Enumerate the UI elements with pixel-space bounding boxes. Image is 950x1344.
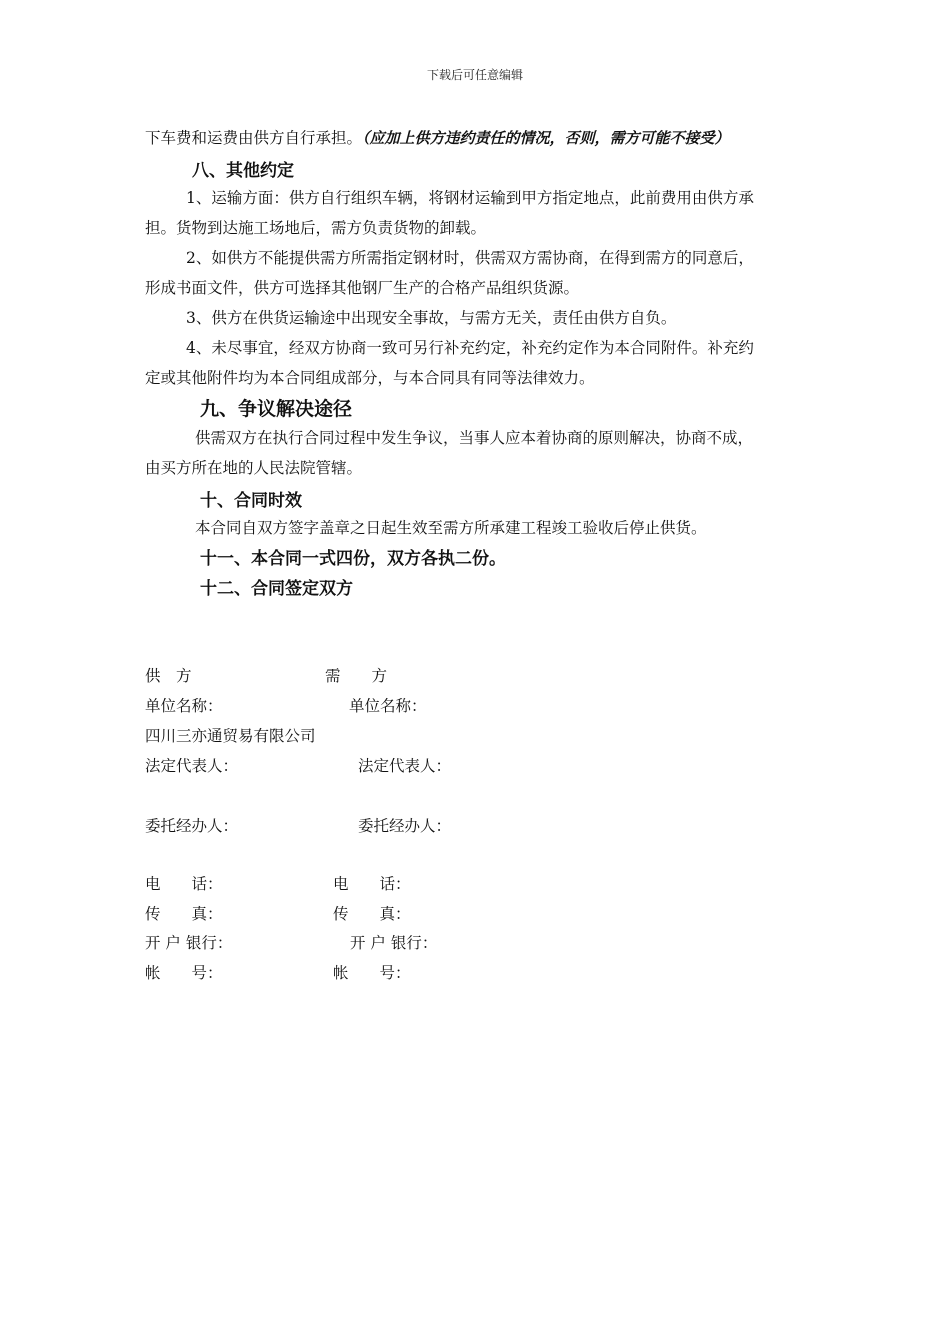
section-10-text: 本合同自双方签字盖章之日起生效至需方所承建工程竣工验收后停止供货。 [195,519,707,537]
section-8-item-1-cont: 担。货物到达施工场地后，需方负责货物的卸载。 [145,219,487,237]
section-8-item-2-cont: 形成书面文件，供方可选择其他钢厂生产的合格产品组织货源。 [145,279,580,297]
supplier-company: 四川三亦通贸易有限公司 [145,727,316,745]
supplier-legal-rep: 法定代表人： [145,757,239,775]
section-11-heading: 十一、本合同一式四份，双方各执二份。 [200,549,506,569]
supplier-bank: 开 户 银行： [145,934,233,952]
editor-note: （应加上供方违约责任的情况，否则，需方可能不接受） [362,129,730,147]
paragraph-text: 下车费和运费由供方自行承担。 [145,129,363,147]
supplier-unit-name: 单位名称： [145,697,223,715]
section-8-item-1: 1、运输方面：供方自行组织车辆，将钢材运输到甲方指定地点，此前费用由供方承 [186,189,754,207]
supplier-account: 帐 号： [145,964,223,982]
section-9-text-cont: 由买方所在地的人民法院管辖。 [145,459,363,477]
section-8-item-3: 3、供方在供货运输途中出现安全事故，与需方无关，责任由供方自负。 [186,309,677,327]
page-header: 下载后可任意编辑 [426,68,523,82]
section-10-heading: 十、合同时效 [200,491,302,511]
section-9-text: 供需双方在执行合同过程中发生争议，当事人应本着协商的原则解决，协商不成， [195,429,754,447]
section-8-item-4: 4、未尽事宜，经双方协商一致可另行补充约定，补充约定作为本合同附件。补充约 [186,339,754,357]
buyer-legal-rep: 法定代表人： [358,757,452,775]
buyer-bank: 开 户 银行： [350,934,438,952]
buyer-phone: 电 话： [333,875,411,893]
supplier-phone: 电 话： [145,875,223,893]
paragraph-line [145,126,730,148]
supplier-label: 供 方 [145,667,192,685]
supplier-fax: 传 真： [145,905,223,923]
section-8-item-4-cont: 定或其他附件均为本合同组成部分，与本合同具有同等法律效力。 [145,369,595,387]
buyer-unit-name: 单位名称： [349,697,427,715]
buyer-account: 帐 号： [333,964,411,982]
section-12-heading: 十二、合同签定双方 [200,579,353,599]
buyer-agent: 委托经办人： [358,817,452,835]
buyer-fax: 传 真： [333,905,411,923]
supplier-agent: 委托经办人： [145,817,239,835]
section-8-heading: 八、其他约定 [192,161,294,181]
section-9-heading: 九、争议解决途径 [200,398,353,420]
buyer-label: 需 方 [325,667,388,685]
section-8-item-2: 2、如供方不能提供需方所需指定钢材时，供需双方需协商，在得到需方的同意后， [186,249,754,267]
